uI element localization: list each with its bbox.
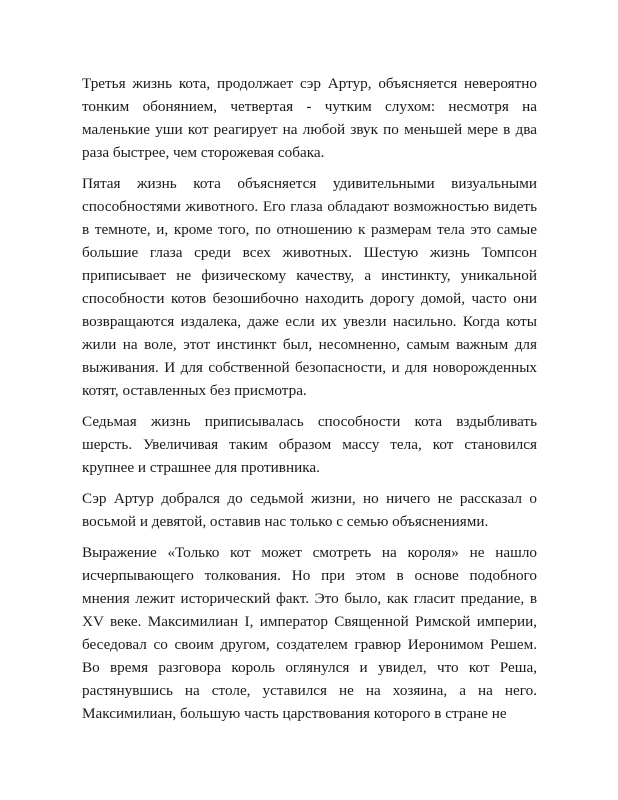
paragraph-seventh-life: Седьмая жизнь приписывалась способности кота вздыбливать шерсть. Увеличивая таким образом массу тела, кот становился крупнее и страшнее для противника. [82, 413, 537, 476]
body-text [82, 72, 537, 733]
paragraph-cat-and-king: Выражение «Только кот может смотреть на короля» не нашло исчерпывающего толкования. Но при этом в основе подобного мнения лежит исторический факт. Это было, как гласит предание, в XV веке. Максимилиан I, император Священной Римской империи, беседовал со своим другом, создателем гравюр Иеронимом Решем. Во время разговора король оглянулся и увидел, что кот Реша, растянувшись на столе, уставился не на хозяина, а на него. Максимилиан, большую часть царствования которого в стране не [82, 544, 537, 722]
paragraph-eighth-ninth-life: Сэр Артур добрался до седьмой жизни, но ничего не рассказал о восьмой и девятой, оставив нас только с семью объяснениями. [82, 490, 537, 530]
paragraph-fifth-and-sixth-life: Пятая жизнь кота объясняется удивительными визуальными способностями животного. Его глаза обладают возможностью видеть в темноте, и, кроме того, по отношению к размерам тела это самые большие глаза среди всех животных. Шестую жизнь Томпсон приписывает не физическому качеству, а инстинкту, уникальной способности котов безошибочно находить дорогу домой, часто они возвращаются издалека, даже если их увезли насильно. Когда коты жили на воле, этот инстинкт был, несомненно, самым важным для выживания. И для собственной безопасности, и для новорожденных котят, оставленных без присмотра. [82, 175, 537, 399]
paragraph-third-to-fourth-life: Третья жизнь кота, продолжает сэр Артур, объясняется невероятно тонким обонянием, четвертая - чутким слухом: несмотря на маленькие уши кот реагирует на любой звук по меньшей мере в два раза быстрее, чем сторожевая собака. [82, 75, 537, 161]
